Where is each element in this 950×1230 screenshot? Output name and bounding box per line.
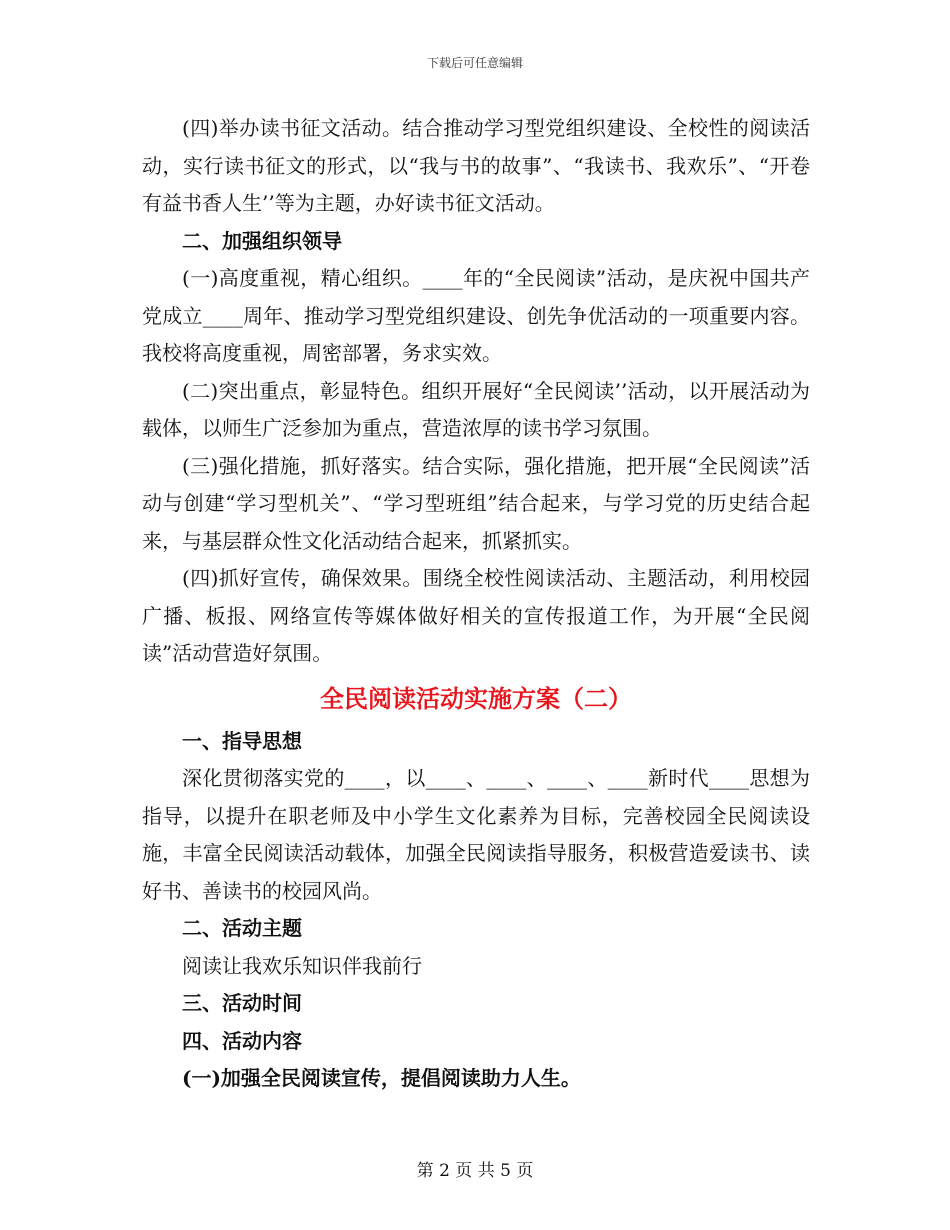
page-header: 下载后可任意编辑 (426, 56, 523, 70)
activity-theme-text: 阅读让我欢乐知识伴我前行 (182, 953, 422, 978)
paragraph-publicity: (四)抓好宣传，确保效果。围绕全校性阅读活动、主题活动，利用校园广播、板报、网络宣传等媒体做好相关的宣传报道工作，为开展“全民阅读”活动营造好氛围。 (142, 566, 810, 665)
heading-activity-theme: 二、活动主题 (182, 916, 302, 940)
heading-activity-content: 四、活动内容 (182, 1028, 302, 1053)
heading-reading-publicity: (一)加强全民阅读宣传，提倡阅读助力人生。 (182, 1066, 581, 1090)
page-footer: 第 2 页 共 5 页 (416, 1161, 534, 1181)
section-title: 全民阅读活动实施方案（二） (320, 683, 632, 713)
paragraph-high-priority: (一)高度重视，精心组织。____年的“全民阅读”活动，是庆祝中国共产党成立____周年、推动学习型党组织建设、创先争优活动的一项重要内容。我校将高度重视，周密部署，务求实效。 (142, 266, 810, 365)
paragraph-highlight-focus: (二)突出重点，彰显特色。组织开展好“全民阅读’’活动，以开展活动为载体，以师生广泛参加为重点，营造浓厚的读书学习氛围。 (142, 378, 810, 440)
heading-strengthen-leadership: 二、加强组织领导 (182, 228, 342, 253)
paragraph-guiding-ideology: 深化贯彻落实党的____，以____、____、____、____新时代____思想为指导，以提升在职老师及中小学生文化素养为目标，完善校园全民阅读设施，丰富全民阅读活动载体，加强全民阅读指导服务，积极营造爱读书、读好书、善读书的校园风尚。 (142, 766, 810, 903)
document-body (142, 110, 810, 1098)
heading-guiding-ideology: 一、指导思想 (182, 728, 302, 753)
heading-activity-time: 三、活动时间 (182, 991, 302, 1015)
paragraph-strengthen-measures: (三)强化措施，抓好落实。结合实际，强化措施，把开展“全民阅读”活动与创建“学习型机关”、“学习型班组”结合起来，与学习党的历史结合起来，与基层群众性文化活动结合起来，抓紧抓实。 (142, 453, 810, 553)
paragraph-reading-essay: (四)举办读书征文活动。结合推动学习型党组织建设、全校性的阅读活动，实行读书征文的形式，以“我与书的故事”、“我读书、我欢乐”、“开卷有益书香人生’’等为主题，办好读书征文活动。 (142, 116, 810, 215)
